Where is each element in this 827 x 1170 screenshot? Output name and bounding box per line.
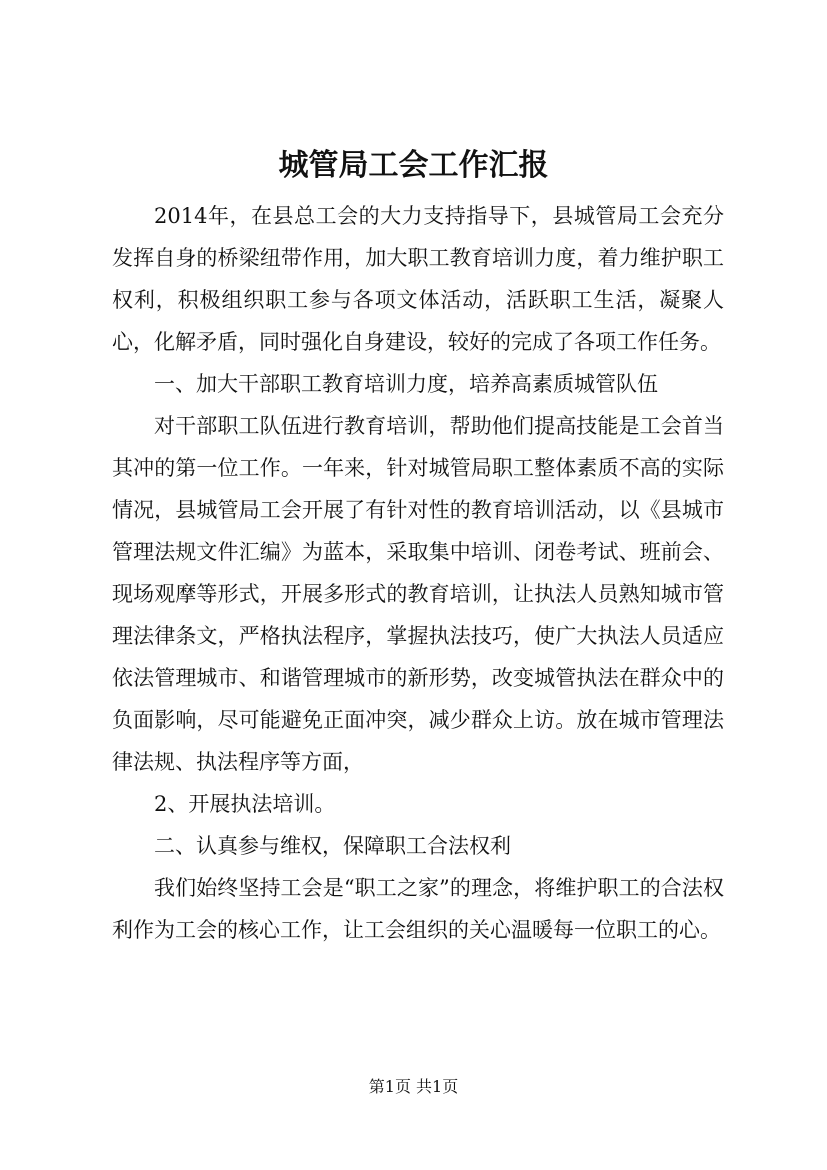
document-title: 城管局工会工作汇报 bbox=[278, 148, 549, 183]
heading-section-2: 二、认真参与维权，保障职工合法权利 bbox=[154, 834, 511, 858]
paragraph-rights: 我们始终坚持工会是“职工之家”的理念，将维护职工的合法权利作为工会的核心工作，让工会组织的关心温暖每一位职工的心。 bbox=[112, 876, 724, 942]
document-body bbox=[112, 195, 724, 951]
item-law-training: 2、开展执法培训。 bbox=[154, 792, 336, 816]
paragraph-training: 对干部职工队伍进行教育培训，帮助他们提高技能是工会首当其冲的第一位工作。一年来，针对城管局职工整体素质不高的实际情况，县城管局工会开展了有针对性的教育培训活动，以《县城市管理法规文件汇编》为蓝本，采取集中培训、闭卷考试、班前会、现场观摩等形式，开展多形式的教育培训，让执法人员熟知城市管理法律条文，严格执法程序，掌握执法技巧，使广大执法人员适应依法管理城市、和谐管理城市的新形势，改变城管执法在群众中的负面影响，尽可能避免正面冲突，减少群众上访。放在城市管理法律法规、执法程序等方面， bbox=[112, 414, 724, 774]
paragraph-intro: 2014年，在县总工会的大力支持指导下，县城管局工会充分发挥自身的桥梁纽带作用，加大职工教育培训力度，着力维护职工权利，积极组织职工参与各项文体活动，活跃职工生活，凝聚人心，化解矛盾，同时强化自身建设，较好的完成了各项工作任务。 bbox=[112, 204, 724, 354]
page-footer: 第1页 共1页 bbox=[368, 1077, 459, 1096]
heading-section-1: 一、加大干部职工教育培训力度，培养高素质城管队伍 bbox=[154, 372, 658, 396]
